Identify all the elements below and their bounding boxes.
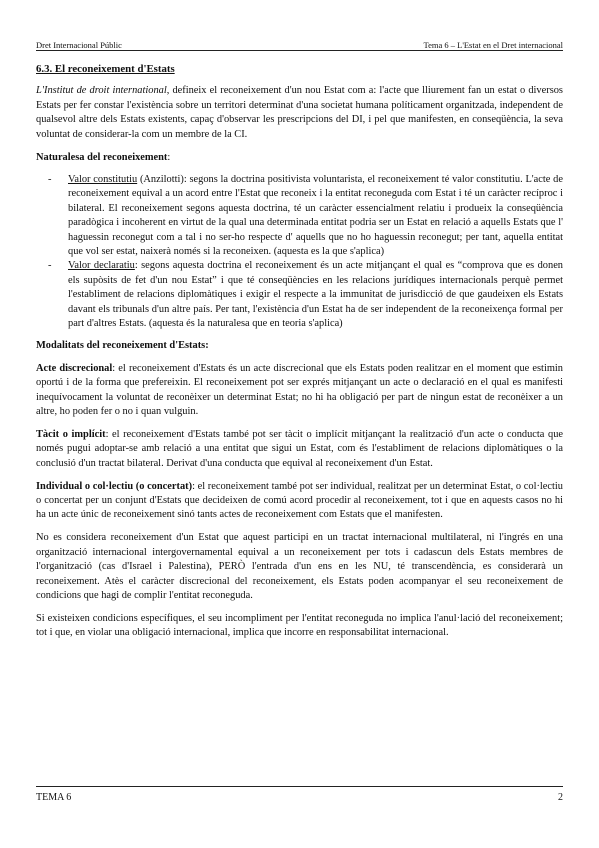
- footer-topic: TEMA 6: [36, 792, 72, 803]
- footer-rule: [36, 786, 563, 787]
- list-item: [48, 173, 563, 259]
- modality-text: : el reconeixement d'Estats és un acte discrecional que els Estats poden realitzar en el moment que estimin oportú i de la forma que prefereixin. El reconeixement pot ser exprés mitjançant un acte o declaració en el qual es manifesti inequívocament la voluntat de reconèixer un determinat Estat; no hi ha obligació per part de ningun estat de reconèixer a un altre, ho poden fer o no i quan vulguin.: [36, 362, 563, 418]
- list-dash: -: [48, 173, 52, 185]
- running-footer: [36, 792, 563, 803]
- running-header: [36, 36, 563, 50]
- modality-lead: Acte discrecional: [36, 362, 113, 374]
- page-number: 2: [558, 792, 563, 803]
- item-label: Valor declaratiu: [68, 260, 135, 272]
- body-paragraph: Si existeixen condicions específiques, el seu incompliment per l'entitat reconeguda no implica l'anul·lació del reconeixement; tot i que, en violar una obligació internacional, implica que incorre en responsabilitat internacional.: [36, 612, 563, 639]
- modality-paragraph: [36, 480, 563, 523]
- intro-source: L'Institut de droit international: [36, 85, 167, 97]
- page-body: [36, 62, 563, 649]
- modality-paragraph: [36, 362, 563, 420]
- modalities-heading: Modalitats del reconeixement d'Estats:: [36, 340, 209, 352]
- nature-list: [36, 173, 563, 331]
- body-paragraph: No es considera reconeixement d'un Estat que aquest participi en un tractat internacional multilateral, ni l'ingrés en una organització internacional intergovernamental equival a un reconeixement per tots i cadascun dels Estats membres de l'organització (cas d'Israel i Palestina), PERÒ l'entrada d'un ens en les NU, té transcendència, es considerarà un reconeixement. Atès el caràcter discrecional del reconeixement, els Estats poden acompanyar el seu reconeixement de condicions que hagi de complir l'entitat reconeguda.: [36, 532, 563, 601]
- modality-paragraph: [36, 428, 563, 471]
- header-rule: [36, 50, 563, 51]
- modality-text: : el reconeixement també pot ser individual, realitzat per un determinat Estat, o col·lectiu o concertat per un conjunt d'Estats que decideixen de comú acord procedir al reconeixement, tot i que en aquests casos no hi ha un acte únic de reconeixement sinó tants actes de reconeixement com Estats que el manifesten.: [36, 480, 563, 521]
- item-text: : segons aquesta doctrina el reconeixement és un acte mitjançant el qual es “comprova que es donen els supòsits de fet d'un nou Estat” i que té conseqüències en les relacions jurídiques internacionals perquè permet l'establiment de relacions diplomàtiques i exigir el respecte a la immunitat de jurisdicció de que gaudeixen els Estats davant els tribunals d'un altre país. Per tant, l'existència d'un Estat ha de ser independent de la reconeixença formal per part d'altres Estats. (aquesta és la naturalesa que en teoria s'aplica): [68, 260, 564, 329]
- section-title: 6.3. El reconeixement d'Estats: [36, 63, 175, 75]
- list-item: [48, 259, 564, 331]
- list-dash: -: [48, 260, 52, 272]
- header-chapter-title: Tema 6 – L'Estat en el Dret internacional: [423, 40, 563, 50]
- modality-lead: Tàcit o implícit: [36, 428, 106, 440]
- modality-lead: Individual o col·lectiu (o concertat): [36, 480, 193, 492]
- intro-text: , defineix el reconeixement d'un nou Estat com a: l'acte que lliurement fan un estat o diversos Estats per fer constar l'existència sobre un territori determinat d'una societat humana políticament organitzada, independent de qualsevol altre dels Estats existents, capaç d'observar les prescripcions del DI, i pel que manifesten, en conseqüència, la seva voluntat de considerar-la com un membre de la CI.: [36, 85, 563, 140]
- intro-paragraph: [36, 84, 563, 142]
- nature-heading: Naturalesa del reconeixement:: [36, 151, 171, 163]
- header-course-title: Dret Internacional Públic: [36, 40, 122, 50]
- item-text: (Anzilotti): segons la doctrina positivista voluntarista, el reconeixement té valor constitutiu. L'acte de reconeixement equival a un acord entre l'Estat que reconeix i la entitat reconeguda com Estat i té un caràcter recíproc i bilateral. El reconeixement segons aquesta doctrina, té un caràcter essencialment relatiu i produeix la conseqüència paradògica i incoherent en virtut de la qual una determinada entitat podria ser un Estat en relació a aquells Estats que l' haguessin reconegut com a tal i no ser-ho respecte d' aquells que no ho haguessin reconegut; per tant, aquella entitat que vol ser estat, naixerà només si la reconeixen. (aquesta es la que s'aplica): [68, 173, 563, 257]
- item-label: Valor constitutiu: [68, 173, 138, 185]
- modality-text: : el reconeixement d'Estats també pot ser tàcit o implícit mitjançant la realització d'un acte o conducta que només pugui adoptar-se amb relació a una entitat que sigui un Estat, com és l'establiment de relacions diplomàtiques o la conclusió d'un tractat bilateral. Derivat d'una conducta que equival al reconeixement d'un Estat.: [36, 428, 564, 469]
